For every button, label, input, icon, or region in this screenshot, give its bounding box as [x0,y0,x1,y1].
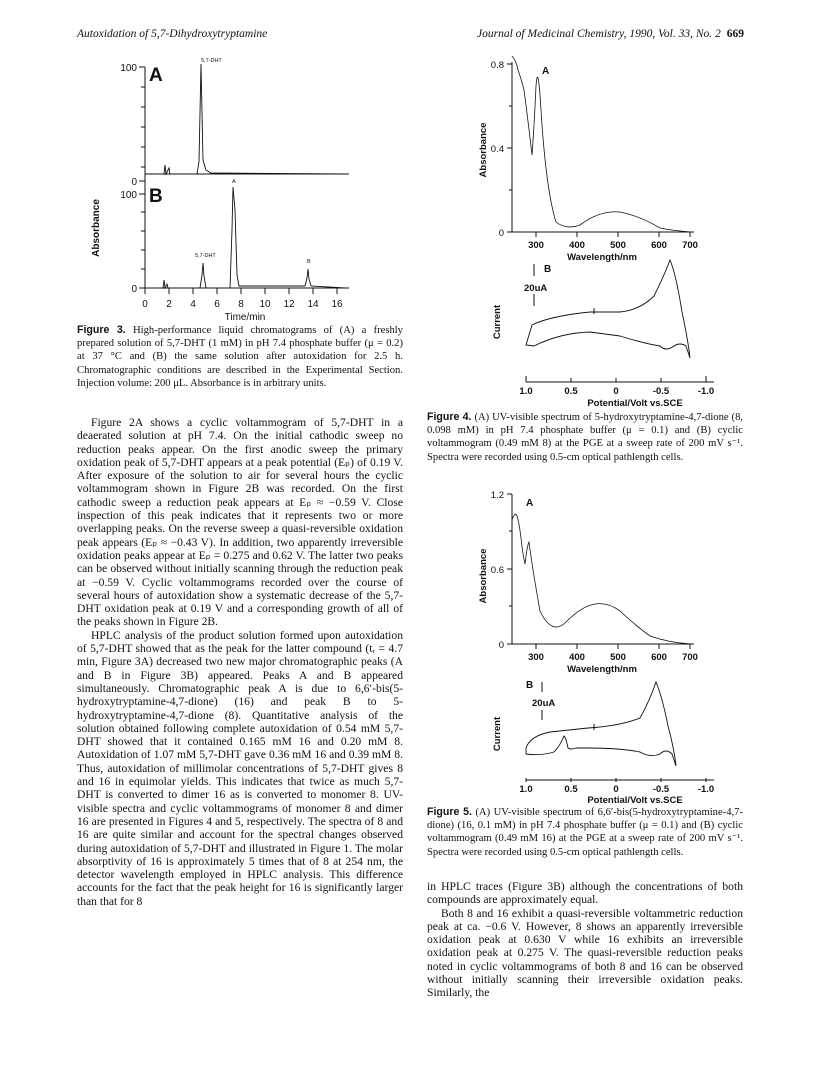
fig5-cv-trace [526,682,676,766]
fig4-uv-axes [507,62,694,237]
fig5-cv-xlabel: Potential/Volt vs.SCE [587,795,683,806]
fig5-uv-xtick-labels [528,652,698,663]
fig5-cv-scale: 20uA [532,698,556,709]
fig5-uv-xtick: 600 [651,652,667,663]
fig4-uv-xtick: 400 [569,240,585,251]
fig4-uv-xtick: 300 [528,240,544,251]
journal-citation: Journal of Medicinal Chemistry, 1990, Vol. 33, No. 2 [477,28,721,40]
fig3-b-peak-b-label: B [307,259,311,265]
fig5-uv-xtick: 300 [528,652,544,663]
fig3-xtick: 6 [214,299,220,310]
fig3-xtick: 12 [283,299,295,310]
fig4-uv-xtick-labels [528,240,698,251]
fig4-cv-xtick: 0.5 [564,386,578,397]
fig5-cv-xtick: 0 [613,784,619,795]
fig5-uv-xtick: 500 [610,652,626,663]
figure-5-cv-axis [470,778,740,806]
fig4-cv-xtick: -0.5 [652,386,670,397]
fig3-ylabel: Absorbance [91,199,102,257]
fig5-cv-xtick: -1.0 [697,784,715,795]
fig4-caption-label: Figure 4. [427,411,472,423]
fig3-a-peak-label: 5,7-DHT [201,58,222,64]
fig4-cv-xtick: -1.0 [697,386,715,397]
fig5-cv-xtick: -0.5 [652,784,670,795]
fig5-cv-xtick-labels [519,784,714,795]
fig5-uv-panel-a: A [526,498,534,509]
fig5-caption-text: (A) UV-visible spectrum of 6,6′-bis(5-hydroxytryptamine-4,7-dione) (16, 0.1 mM) in pH 7.4 phosphate buffer (μ = 0.1) and (B) cyclic voltammogram (0.49 mM 16) at the PGE at a sweep rate of 200 mV s⁻¹. Spectra were recorded using 0.5-cm optical pathlength cells. [427,807,743,858]
fig3-caption-label: Figure 3. [77,324,126,336]
fig4-cv-panel-b: B [544,264,552,275]
fig3-panel-a-axis [139,67,349,188]
fig5-uv-ylabel: Absorbance [478,548,489,604]
fig4-uv-xtick: 700 [682,240,698,251]
body-paragraph: Figure 2A shows a cyclic voltammogram of 5,7-DHT in a deaerated solution at pH 7.4. On the initial cathodic sweep no reduction peaks appear. On the first anodic sweep the primary oxidation peak of 5,7-DHT appears at a peak potential (Eₚ) of 0.19 V. After exposure of the solution to air for several hours the cyclic voltammogram shown in Figure 2B was recorded. On the first cathodic sweep a reduction peak appears at Eₚ ≈ −0.59 V. Close inspection of this peak indicates that it represents two or more overlapping peaks. On the reverse sweep a quasi-reversible oxidation peak appears (Eₚ ≈ −0.43 V). In addition, two apparently irreversible oxidation peaks appear at Eₚ = 0.275 and 0.62 V. The latter two peaks can be observed without initially scanning through the reduction peak at −0.59 V. Cyclic voltammograms recorded over the course of several hours of autoxidation show a systematic decrease of the 5,7-DHT oxidation peak at 0.19 V and a corresponding growth of all of the peaks shown in Figure 2B. [77,416,403,629]
figure-5-caption [427,806,743,859]
fig3-a-trace [145,64,345,174]
fig3-a-ytick-100: 100 [120,63,137,74]
right-column-body [427,880,743,1000]
fig3-b-trace [145,187,345,288]
fig3-b-ytick-100: 100 [120,190,137,201]
fig3-b-peak-a-label: A [232,179,236,185]
fig4-uv-panel-a: A [542,66,550,77]
fig4-cv-axis [526,376,714,382]
figure-5-spectra [470,486,740,778]
fig3-xtick: 4 [190,299,196,310]
fig5-cv-axis-line [526,778,714,782]
fig3-xtick: 14 [307,299,319,310]
fig4-cv-xtick-labels [519,386,714,397]
body-paragraph: in HPLC traces (Figure 3B) although the concentrations of both compounds are approximately equal. [427,880,743,907]
fig3-panel-a-label: A [149,65,163,86]
body-paragraph: HPLC analysis of the product solution formed upon autoxidation of 5,7-DHT showed that as the peak for the latter compound (tᵣ = 4.7 min, Figure 3A) decreased two new major chromatographic peaks (A and B in Figure 3B) appeared. Peaks A and B appeared simultaneously. Chromatographic peak A is due to 6,6′-bis(5-hydroxytryptamine-4,7-dione) (16) and peak B to 5-hydroxytryptamine-4,7-dione (8). Quantitative analysis of the solution obtained following complete autoxidation of 0.54 mM 5,7-DHT showed that it contained 0.165 mM 16 and 0.20 mM 8. Autoxidation of 1.07 mM 5,7-DHT gave 0.36 mM 16 and 0.39 mM 8. Thus, autoxidation of millimolar concentrations of 5,7-DHT gives 8 and 16 in equimolar yields. This indicates that twice as much 5,7-DHT is converted to dimer 16 as is converted to monomer 8. UV-visible spectra and cyclic voltammograms of monomer 8 and dimer 16 are presented in Figures 4 and 5, respectively. The spectra of 8 and 16 are quite similar and account for the spectral changes observed during autoxidation of 5,7-DHT and illustrated in Figure 1. The molar absorptivity of 16 is approximately 5 times that of 8 at 254 nm, the detector wavelength employed in HPLC analysis. This difference accounts for the fact that the peak height for 16 is significantly larger than that for 8 [77,628,403,908]
fig4-cv-ylabel: Current [492,304,503,340]
fig3-xtick: 2 [166,299,172,310]
fig3-b-ytick-0: 0 [131,284,137,295]
figure-4-caption [427,411,743,464]
fig5-uv-ytick: 0.6 [490,565,504,576]
left-column-body [77,416,403,908]
fig5-cv-xtick: 0.5 [564,784,578,795]
fig4-uv-xtick: 600 [651,240,667,251]
fig3-xaxis-ticks [145,288,337,294]
fig3-caption-text: High-performance liquid chromatograms of (A) a freshly prepared solution of 5,7-DHT (1 mM) in pH 7.4 phosphate buffer (μ = 0.2) at 37 °C and (B) the same solution after autoxidation for 2.5 h. Chromatographic conditions are described in the Experimental Section. Injection volume: 200 μL. Absorbance is in arbitrary units. [77,325,403,389]
fig4-uv-trace [512,56,692,232]
fig5-uv-trace [512,514,692,644]
body-paragraph: Both 8 and 16 exhibit a quasi-reversible voltammetric reduction peak at ca. −0.6 V. However, 8 shows an apparently irreversible oxidation peak at 0.630 V while 16 exhibits an irreversible oxidation peak at 0.275 V. The quasi-reversible reduction peaks noted in cyclic voltammograms of both 8 and 16 can be observed without initially scanning their irreversible oxidation peaks. Similarly, the [427,906,743,1000]
figure-3-chromatograms [85,50,370,322]
fig3-xtick: 8 [238,299,244,310]
fig5-caption-label: Figure 5. [427,806,472,818]
fig4-uv-xlabel: Wavelength/nm [567,252,637,263]
fig5-cv-xtick: 1.0 [519,784,533,795]
fig4-uv-ylabel: Absorbance [478,122,489,178]
fig3-a-ytick-0: 0 [131,177,137,188]
page-number: 669 [726,28,744,40]
fig4-cv-xtick: 0 [613,386,619,397]
fig5-uv-axes [507,494,694,649]
fig4-uv-ytick: 0 [498,228,504,239]
fig4-caption-text: (A) UV-visible spectrum of 5-hydroxytryptamine-4,7-dione (8, 0.098 mM) in pH 7.4 phosphate buffer (μ = 0.1) and (B) cyclic voltammogram (0.49 mM 8) at the PGE at a sweep rate of 200 mV s⁻¹. Spectra were recorded using 0.5-cm optical pathlength cells. [427,412,744,463]
fig5-uv-xtick: 400 [569,652,585,663]
fig3-panel-b-label: B [149,186,163,207]
fig4-uv-xtick: 500 [610,240,626,251]
running-header-journal [477,28,744,40]
fig5-uv-ytick: 0 [498,640,504,651]
fig3-xtick-labels [142,299,343,310]
fig5-uv-xlabel: Wavelength/nm [567,664,637,675]
fig3-xtick: 0 [142,299,148,310]
fig4-uv-ytick: 0.4 [490,144,504,155]
running-header-title: Autoxidation of 5,7-Dihydroxytryptamine [77,28,268,40]
fig3-xlabel: Time/min [224,312,266,322]
fig3-b-dht-label: 5,7-DHT [195,253,216,259]
fig5-cv-panel-b: B [526,680,534,691]
fig3-xtick: 10 [259,299,271,310]
fig4-cv-scale: 20uA [524,283,548,294]
fig5-uv-xtick: 700 [682,652,698,663]
fig4-uv-ytick: 0.8 [490,60,504,71]
fig5-uv-ytick: 1.2 [490,490,504,501]
fig3-panel-b-axis [139,184,349,290]
figure-3-caption [77,324,403,390]
fig3-xtick: 16 [331,299,343,310]
fig5-cv-ylabel: Current [492,716,503,752]
fig4-cv-xtick: 1.0 [519,386,533,397]
figure-4-spectra [470,50,740,416]
fig4-cv-xlabel: Potential/Volt vs.SCE [587,398,683,409]
